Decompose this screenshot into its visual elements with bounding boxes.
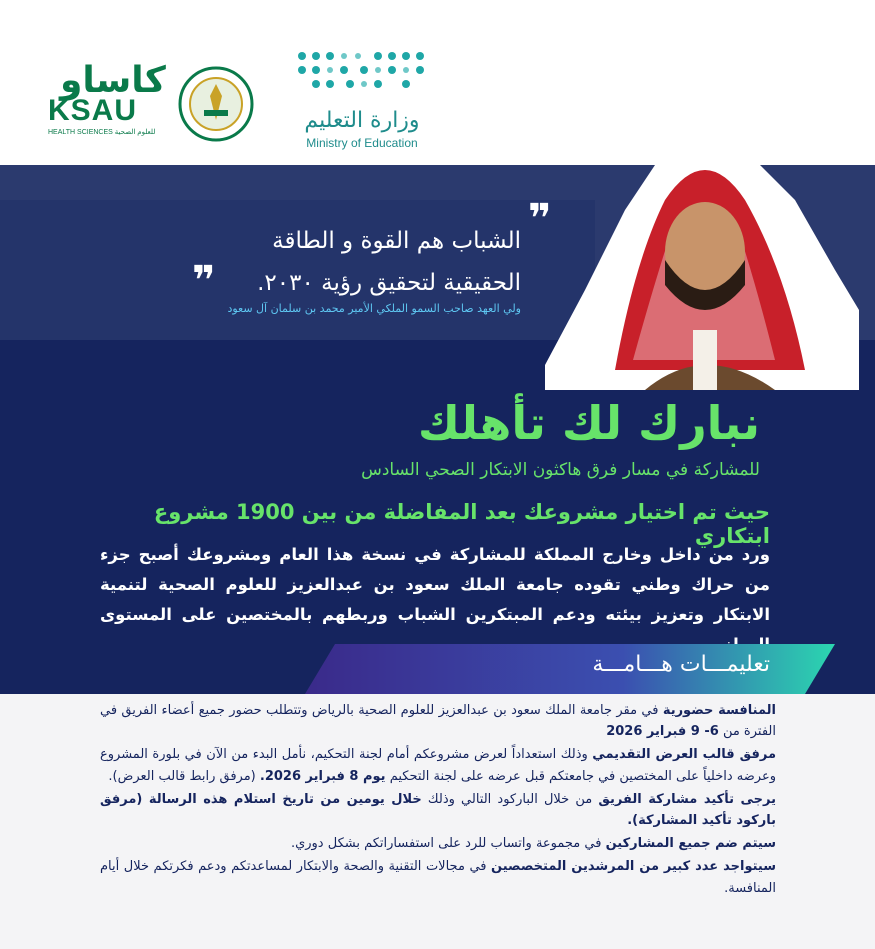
instructions-list [100,700,776,901]
instruction-item [100,744,776,786]
ministry-name-arabic: وزارة التعليم [304,108,420,133]
instruction-item [100,833,776,854]
ksau-logo-english: KSAU [48,94,138,127]
quote-line-1: الشباب هم القوة و الطاقة [272,228,521,254]
participation-subtitle: للمشاركة في مسار فرق هاكثون الابتكار الصحي السادس [361,460,760,480]
instruction-bold: مرفق قالب العرض التقديمي [592,747,776,763]
quote-open-icon: ❞ [528,196,552,242]
instruction-text: في مقر جامعة الملك سعود بن عبدالعزيز للعلوم الصحية بالرياض وتتطلب حضور جميع أعضاء الفريق في الفترة من [100,703,776,740]
instruction-text: في مجالات التقنية والصحة والابتكار لمساعدتكم ودعم فكرتكم خلال أيام المنافسة. [100,859,776,896]
instruction-text: في مجموعة واتساب للرد على استفساراتكم بشكل دوري. [290,836,606,852]
congratulations-title: نبارك لك تأهلك [417,396,760,450]
instruction-tail: (مرفق رابط قالب العرض). [108,768,260,784]
instruction-bold: المنافسة حضورية [662,703,776,718]
crown-prince-portrait [545,140,859,390]
quote-line-2: الحقيقية لتحقيق رؤية ٢٠٣٠. [257,270,521,296]
selection-subtitle: حيث تم اختيار مشروعك بعد المفاضلة من بين 1900 مشروع ابتكاري [153,500,770,548]
instruction-bold-date: يوم 8 فبراير 2026. [259,768,386,784]
instruction-item [100,856,776,898]
instruction-bold-deadline: خلال يومين من تاريخ استلام هذه الرسالة (مرفق باركود تأكيد المشاركة). [100,791,776,829]
quote-attribution: ولي العهد صاحب السمو الملكي الأمير محمد بن سلمان آل سعود [227,302,521,315]
intro-paragraph: ورد من داخل وخارج المملكة للمشاركة في نسخة هذا العام ومشروعك أصبح جزء من حراك وطني تقوده جامعة الملك سعود بن عبدالعزيز للعلوم الصحية لتنمية الابتكار وتعزيز بيئته ودعم المبتكرين الشباب وربطهم بالمختصين على المستوى [100,545,770,624]
ministry-name-english: Ministry of Education [306,136,418,150]
instruction-text: وذلك استعداداً لعرض مشروعكم أمام لجنة التحكيم، نأمل البدء من الآن في بلورة المشروع وعرضه داخلياً على المختصين في جامعتكم قبل عرضه على لجنة التحكيم [100,747,776,784]
ministry-dots-logo-icon [292,46,432,106]
instruction-bold-date: 6- 9 فبراير 2026 [606,724,719,740]
instruction-bold: يرجى تأكيد مشاركة الفريق [598,791,776,807]
instruction-text: من خلال الباركود التالي وذلك [421,791,599,807]
university-seal-icon [178,66,254,142]
instruction-item [100,700,776,742]
ksau-logo-subtitle: HEALTH SCIENCES للعلوم الصحية [48,129,156,136]
ksau-logo-arabic: كاساو [60,60,166,101]
instruction-bold: سيتواجد عدد كبير من المرشدين المتخصصين [491,859,776,875]
instruction-item [100,789,776,831]
instructions-title: تعليمـــات هـــامـــة [592,652,770,677]
instruction-bold: سيتم ضم جميع المشاركين [605,836,776,852]
quote-close-icon: ❞ [192,258,216,304]
quote-block [121,220,521,304]
